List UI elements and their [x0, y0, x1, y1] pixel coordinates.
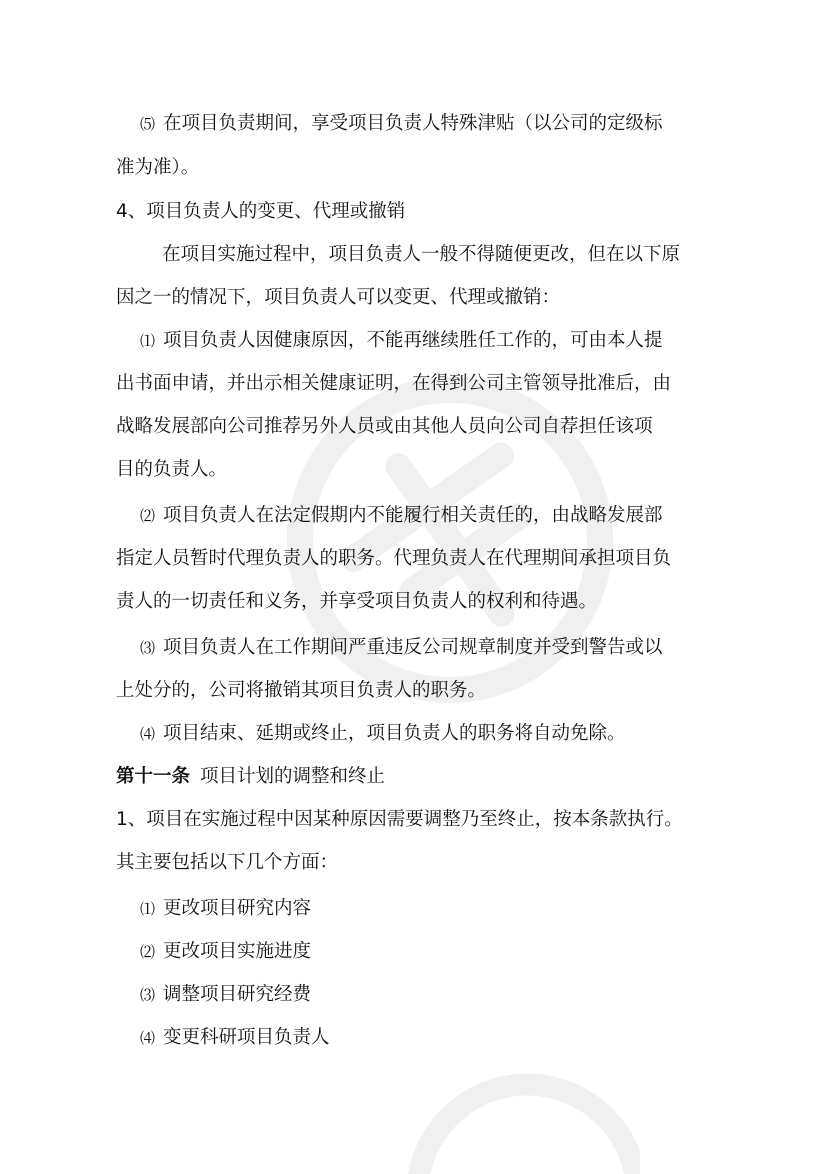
para-5-line-1: ⑸ 在项目负责期间，享受项目负责人特殊津贴（以公司的定级标 [140, 113, 663, 134]
clause-2-line-1: ⑵ 项目负责人在法定假期内不能履行相关责任的，由战略发展部 [140, 505, 663, 526]
list-item: ⑵ 更改项目实施进度 [140, 941, 312, 962]
item-number: ⑵ [140, 943, 156, 961]
item-number: ⑴ [140, 900, 156, 918]
clause-1-line-4: 目的负责人。 [116, 459, 228, 480]
item-number: ⑶ [140, 639, 156, 657]
clause-3-line-1: ⑶ 项目负责人在工作期间严重违反公司规章制度并受到警告或以 [140, 637, 663, 658]
clause-4-line-1: ⑷ 项目结束、延期或终止，项目负责人的职务将自动免除。 [140, 723, 626, 744]
item-number: ⑷ [140, 725, 156, 743]
item-number: ⑷ [140, 1029, 156, 1047]
watermark-graphic-bottom [380, 1050, 640, 1174]
clause-2-line-2: 指定人员暂时代理负责人的职务。代理负责人在代理期间承担项目负 [116, 548, 672, 569]
item-number: ⑸ [140, 115, 156, 133]
clause-1-line-2: 出书面申请，并出示相关健康证明，在得到公司主管领导批准后，由 [116, 373, 672, 394]
item-number: ⑵ [140, 507, 156, 525]
item-number: ⑶ [140, 986, 156, 1004]
article-label: 第十一条 [116, 766, 191, 787]
intro-line-2: 因之一的情况下，项目负责人可以变更、代理或撤销： [116, 287, 561, 308]
intro-line-1: 在项目实施过程中，项目负责人一般不得随便更改，但在以下原 [162, 244, 681, 265]
clause-3-line-2: 上处分的，公司将撤销其项目负责人的职务。 [116, 680, 487, 701]
section-4-heading: 4、项目负责人的变更、代理或撤销 [116, 201, 406, 222]
list-item: ⑶ 调整项目研究经费 [140, 984, 312, 1005]
list-item: ⑴ 更改项目研究内容 [140, 898, 312, 919]
clause-1-line-3: 战略发展部向公司推荐另外人员或由其他人员向公司自荐担任该项 [116, 416, 653, 437]
point-1-line-2: 其主要包括以下几个方面： [116, 852, 339, 873]
para-5-line-2: 准为准）。 [116, 157, 200, 178]
clause-2-line-3: 责人的一切责任和义务，并享受项目负责人的权利和待遇。 [116, 591, 598, 612]
point-1-line-1: 1、项目在实施过程中因某种原因需要调整乃至终止，按本条款执行。 [116, 809, 683, 830]
item-number: ⑴ [140, 332, 156, 350]
article-11-heading: 第十一条 项目计划的调整和终止 [116, 766, 386, 787]
clause-1-line-1: ⑴ 项目负责人因健康原因，不能再继续胜任工作的，可由本人提 [140, 330, 663, 351]
list-item: ⑷ 变更科研项目负责人 [140, 1027, 330, 1048]
